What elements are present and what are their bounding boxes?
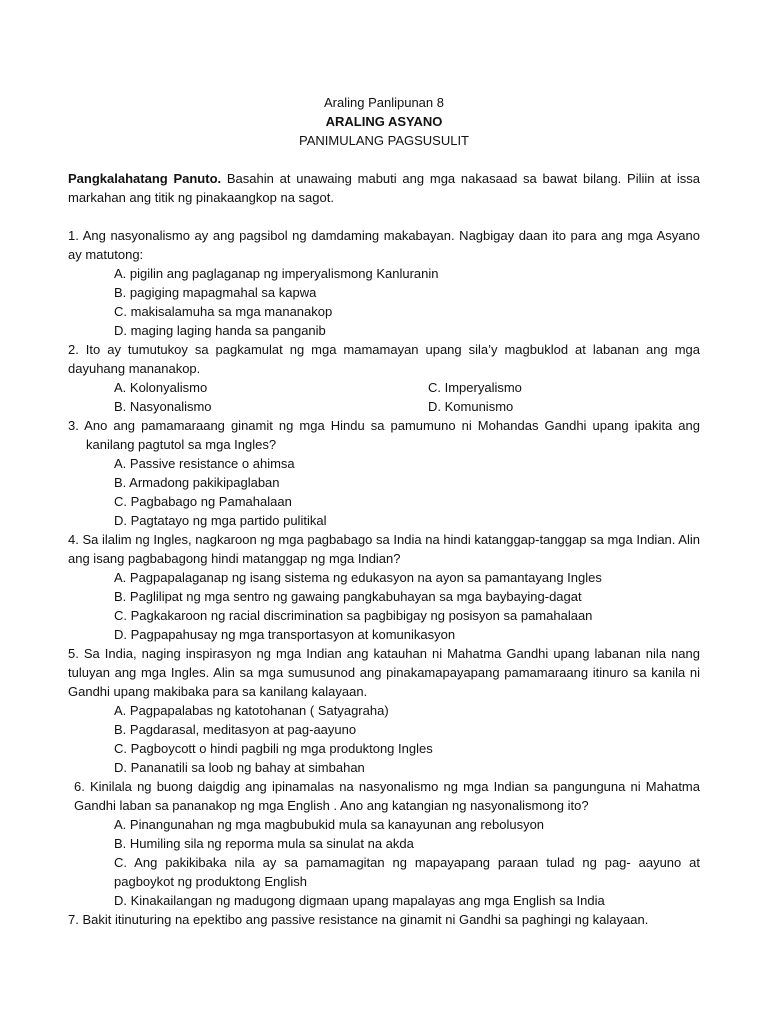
option-d: D. Pagtatayo ng mga partido pulitikal <box>114 513 327 528</box>
question-stem: 6. Kinilala ng buong daigdig ang ipinamalas na nasyonalismo ng mga Indian sa pangunguna ni Mahatma Gandhi laban sa pananakop ng mga English . Ano ang katangian ng nasyonalismong ito? <box>74 779 700 813</box>
instructions-label: Pangkalahatang Panuto. <box>68 171 222 186</box>
document-title: ARALING ASYANO <box>325 114 443 129</box>
question-stem: 5. Sa India, naging inspirasyon ng mga Indian ang katauhan ni Mahatma Gandhi upang labanan nila nang tuluyan ang mga Ingles. Alin sa mga sumusunod ang pinakamapayapang pamamaraang itinuro sa kanila ni Gandhi upang makibaka para sa kanilang kalayaan. <box>68 646 700 699</box>
option-b: B. pagiging mapagmahal sa kapwa <box>114 285 317 300</box>
option-d: D. Kinakailangan ng madugong digmaan upang mapalayas ang mga English sa India <box>114 893 605 908</box>
option-c: C. Pagbabago ng Pamahalaan <box>114 494 292 509</box>
option-d: D. Komunismo <box>428 399 514 414</box>
question-stem: 1. Ang nasyonalismo ay ang pagsibol ng damdaming makabayan. Nagbigay daan ito para ang mga Asyano ay matutong: <box>68 228 700 262</box>
option-a: A. Passive resistance o ahimsa <box>114 456 295 471</box>
option-a: A. Pagpapalaganap ng isang sistema ng edukasyon na ayon sa pamantayang Ingles <box>114 570 602 585</box>
subject-label: Araling Panlipunan 8 <box>324 95 444 110</box>
option-row <box>68 397 700 416</box>
question-stem: 2. Ito ay tumutukoy sa pagkamulat ng mga mamamayan upang sila’y magbuklod at labanan ang mga dayuhang mananakop. <box>68 342 700 376</box>
question-3 <box>68 416 700 530</box>
instructions <box>68 169 700 207</box>
option-c: C. Pagkakaroon ng racial discrimination sa pagbibigay ng posisyon sa pamahalaan <box>114 608 593 623</box>
option-a: A. Pagpapalabas ng katotohanan ( Satyagraha) <box>114 703 389 718</box>
option-d: D. maging laging handa sa panganib <box>114 323 326 338</box>
question-1 <box>68 226 700 340</box>
option-c: C. Ang pakikibaka nila ay sa pamamagitan ng mapayapang paraan tulad ng pag- aayuno at pagboykot ng produktong English <box>114 855 700 889</box>
option-d: D. Pagpapahusay ng mga transportasyon at komunikasyon <box>114 627 456 642</box>
question-7 <box>68 910 700 929</box>
question-stem: 4. Sa ilalim ng Ingles, nagkaroon ng mga pagbabago sa India na hindi katanggap-tanggap sa mga Indian. Alin ang isang pagbabagong hindi matanggap ng mga Indian? <box>68 532 700 566</box>
question-6 <box>68 777 700 910</box>
document-subtitle: PANIMULANG PAGSUSULIT <box>299 133 469 148</box>
question-stem: 7. Bakit itinuturing na epektibo ang passive resistance na ginamit ni Gandhi sa paghingi ng kalayaan. <box>68 912 649 927</box>
option-b: B. Armadong pakikipaglaban <box>114 475 280 490</box>
question-4 <box>68 530 700 644</box>
option-c: C. makisalamuha sa mga mananakop <box>114 304 333 319</box>
option-row <box>68 378 700 397</box>
option-b: B. Pagdarasal, meditasyon at pag-aayuno <box>114 722 357 737</box>
option-d: D. Pananatili sa loob ng bahay at simbahan <box>114 760 365 775</box>
option-b: B. Nasyonalismo <box>114 399 212 414</box>
question-5 <box>68 644 700 777</box>
option-a: A. Pinangunahan ng mga magbubukid mula sa kanayunan ang rebolusyon <box>114 817 545 832</box>
question-stem: 3. Ano ang pamamaraang ginamit ng mga Hindu sa pamumuno ni Mohandas Gandhi upang ipakita ang kanilang pagtutol sa mga Ingles? <box>68 418 700 452</box>
instructions-text: Basahin at unawaing mabuti ang mga nakasaad sa bawat bilang. Piliin at issa markahan ang titik ng pinakaangkop na sagot. <box>68 171 700 205</box>
option-b: B. Humiling sila ng reporma mula sa sinulat na akda <box>114 836 414 851</box>
option-a: A. pigilin ang paglaganap ng imperyalismong Kanluranin <box>114 266 439 281</box>
option-c: C. Imperyalismo <box>428 380 522 395</box>
option-a: A. Kolonyalismo <box>114 380 208 395</box>
option-b: B. Paglilipat ng mga sentro ng gawaing pangkabuhayan sa mga baybaying-dagat <box>114 589 582 604</box>
option-c: C. Pagboycott o hindi pagbili ng mga produktong Ingles <box>114 741 433 756</box>
document-header <box>68 93 700 150</box>
question-2 <box>68 340 700 416</box>
